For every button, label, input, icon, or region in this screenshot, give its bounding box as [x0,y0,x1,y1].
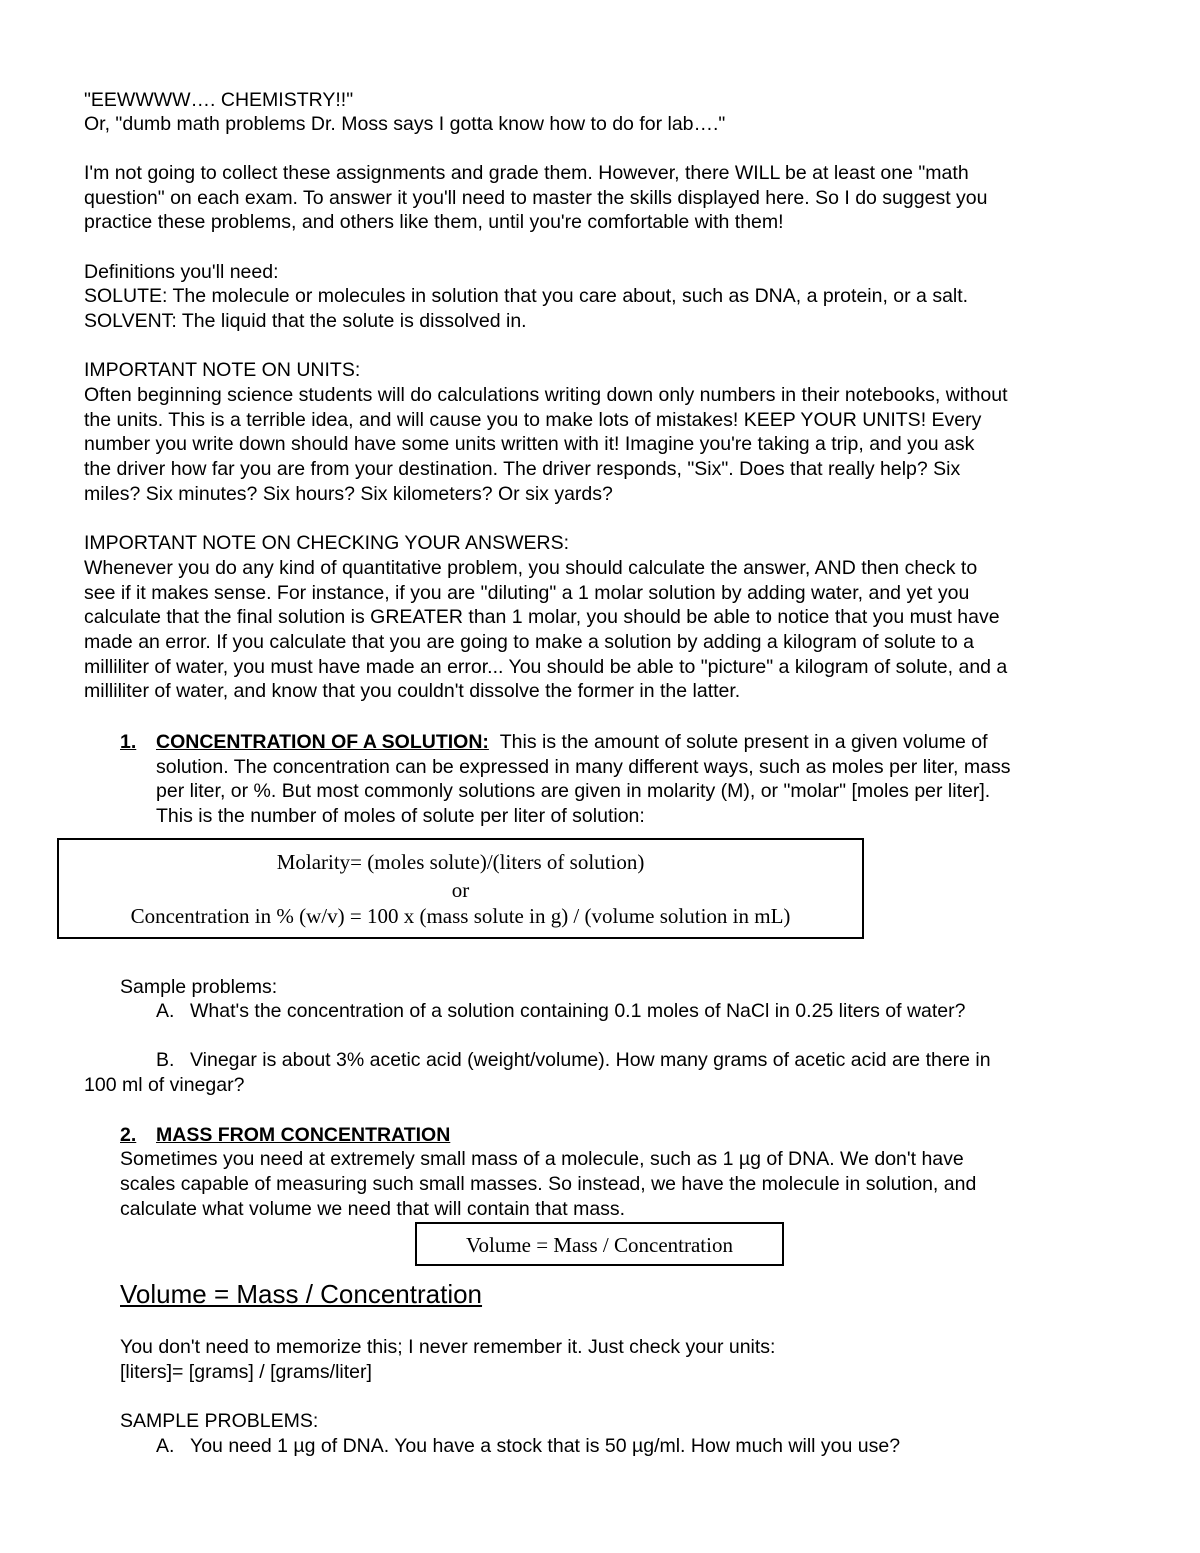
sample-problems-heading-2: SAMPLE PROBLEMS: [120,1410,319,1432]
section-2-title: MASS FROM CONCENTRATION [156,1124,451,1146]
problem-b-text-cont: 100 ml of vinegar? [84,1074,245,1096]
header-line-2: Or, "dumb math problems Dr. Moss says I gotta know how to do for lab…." [84,113,726,135]
intro-line: I'm not going to collect these assignments and grade them. However, there WILL be at least one "math [84,162,969,184]
problem-2-letter-a: A. [156,1435,175,1457]
sample-problems-heading: Sample problems: [120,976,278,998]
checking-note-line: milliliter of water, you must have made an error... You should be able to "picture" a kilogram of solute, and a [84,656,1008,678]
problem-a-text: What's the concentration of a solution containing 0.1 moles of NaCl in 0.25 liters of water? [190,1000,966,1022]
section-1-title: CONCENTRATION OF A SOLUTION: [156,731,489,753]
section-1-number: 1. [120,731,137,753]
definitions-heading: Definitions you'll need: [84,261,279,283]
section-2-line: calculate what volume we need that will contain that mass. [120,1198,626,1220]
problem-2-a-text: You need 1 µg of DNA. You have a stock that is 50 µg/ml. How much will you use? [190,1435,901,1457]
section-2-number: 2. [120,1124,137,1146]
section-1-intro: This is the amount of solute present in a given volume of [499,731,988,753]
formula-or: or [451,878,470,902]
problem-b-text: Vinegar is about 3% acetic acid (weight/volume). How many grams of acetic acid are there in [190,1049,991,1071]
problem-letter-b: B. [156,1049,175,1071]
checking-note-line: calculate that the final solution is GREATER than 1 molar, you should be able to notice that you must have [84,606,1000,628]
units-note-line: number you write down should have some units written with it! Imagine you're taking a trip, and you ask [84,433,975,455]
section-2-line: scales capable of measuring such small masses. So instead, we have the molecule in solution, and [120,1173,977,1195]
units-check-line: You don't need to memorize this; I never remember it. Just check your units: [120,1336,776,1358]
checking-note-line: see if it makes sense. For instance, if you are "diluting" a 1 molar solution by adding water, and yet you [84,582,970,604]
checking-note-line: made an error. If you calculate that you are going to make a solution by adding a kilogram of solute to a [84,631,974,653]
definition-solvent: SOLVENT: The liquid that the solute is dissolved in. [84,310,527,332]
units-note-heading: IMPORTANT NOTE ON UNITS: [84,359,361,381]
volume-formula-box [415,1222,784,1266]
checking-note-line: Whenever you do any kind of quantitative problem, you should calculate the answer, AND then check to [84,557,978,579]
units-note-line: Often beginning science students will do calculations writing down only numbers in their notebooks, without [84,384,1008,406]
percent-formula: Concentration in % (w/v) = 100 x (mass solute in g) / (volume solution in mL) [130,904,791,928]
section-1-line: This is the number of moles of solute per liter of solution: [156,805,645,827]
molarity-formula: Molarity= (moles solute)/(liters of solution) [276,850,645,874]
header-line-1: "EEWWWW…. CHEMISTRY!!" [84,89,354,111]
intro-line: question" on each exam. To answer it you'll need to master the skills displayed here. So I do suggest you [84,187,988,209]
section-1-first-line [156,730,988,754]
section-2-line: Sometimes you need at extremely small mass of a molecule, such as 1 µg of DNA. We don't have [120,1148,964,1170]
problem-letter-a: A. [156,1000,175,1022]
units-note-line: the driver how far you are from your destination. The driver responds, "Six". Does that really help? Six [84,458,961,480]
checking-note-heading: IMPORTANT NOTE ON CHECKING YOUR ANSWERS: [84,532,570,554]
volume-formula: Volume = Mass / Concentration [466,1233,733,1257]
units-equation: [liters]= [grams] / [grams/liter] [120,1361,372,1383]
units-note-line: miles? Six minutes? Six hours? Six kilometers? Or six yards? [84,483,613,505]
intro-line: practice these problems, and others like them, until you're comfortable with them! [84,211,784,233]
section-1-line: solution. The concentration can be expressed in many different ways, such as moles per liter, mass [156,756,1011,778]
definition-solute: SOLUTE: The molecule or molecules in solution that you care about, such as DNA, a protein, or a salt. [84,285,969,307]
units-note-line: the units. This is a terrible idea, and will cause you to make lots of mistakes! KEEP YOUR UNITS! Every [84,409,982,431]
molarity-formula-box [57,838,864,939]
checking-note-line: milliliter of water, and know that you couldn't dissolve the former in the latter. [84,680,741,702]
big-volume-formula: Volume = Mass / Concentration [120,1279,483,1309]
section-1-line: per liter, or %. But most commonly solutions are given in molarity (M), or "molar" [moles per liter]. [156,780,991,802]
